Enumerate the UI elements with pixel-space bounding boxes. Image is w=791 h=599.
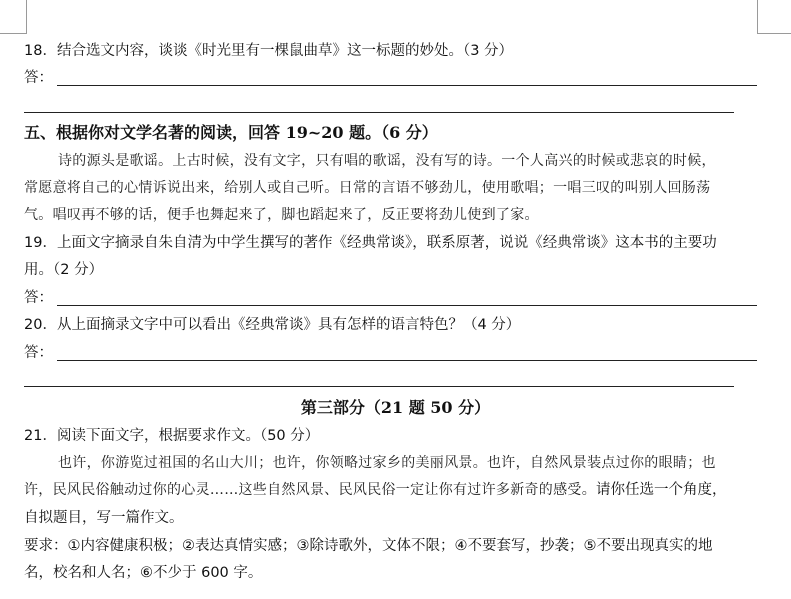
requirements-line-2: 名，校名和人名；⑥不少于 600 字。 bbox=[24, 565, 263, 581]
passage-line-2: 常愿意将自己的心情诉说出来，给别人或自己听。日常的言语不够劲儿，使用歌唱；一唱三叹的叫别人回肠荡 bbox=[24, 180, 711, 196]
essay-prompt-line-2-kai: 许，民风民俗触动过你的心灵……这些自然风景、民风民俗一定让你有过许多新奇的感受。 bbox=[24, 482, 596, 498]
question-18: 18．结合选文内容，谈谈《时光里有一棵鼠曲草》这一标题的妙处。（3 分） bbox=[24, 43, 514, 59]
answer-label-19: 答： bbox=[24, 290, 53, 306]
essay-prompt-line-2 bbox=[24, 480, 727, 500]
essay-prompt-line-2-rest: 请你任选一个角度， bbox=[596, 482, 727, 498]
answer-line-20-extra[interactable] bbox=[24, 386, 734, 387]
answer-line-18-extra[interactable] bbox=[24, 112, 734, 113]
essay-prompt-line-1: 也许，你游览过祖国的名山大川；也许，你领略过家乡的美丽风景。也许，自然风景装点过你的眼睛；也 bbox=[58, 455, 716, 471]
part-3-heading: 第三部分（21 题 50 分） bbox=[300, 398, 491, 417]
answer-label-18: 答： bbox=[24, 70, 53, 86]
answer-label-20: 答： bbox=[24, 345, 53, 361]
question-19-line-2: 用。（2 分） bbox=[24, 262, 104, 278]
passage-line-1: 诗的源头是歌谣。上古时候，没有文字，只有唱的歌谣，没有写的诗。一个人高兴的时候或悲哀的时候， bbox=[58, 153, 716, 169]
requirements-line-1: 要求：①内容健康积极；②表达真情实感；③除诗歌外，文体不限；④不要套写，抄袭；⑤不要出现真实的地 bbox=[24, 538, 713, 554]
question-19-line-1: 19．上面文字摘录自朱自清为中学生撰写的著作《经典常谈》，联系原著，说说《经典常谈》这本书的主要功 bbox=[24, 235, 717, 251]
section-5-heading: 五、根据你对文学名著的阅读，回答 19~20 题。（6 分） bbox=[24, 123, 438, 142]
answer-line-20[interactable] bbox=[57, 360, 757, 361]
question-20: 20．从上面摘录文字中可以看出《经典常谈》具有怎样的语言特色？（4 分） bbox=[24, 317, 521, 333]
answer-line-18[interactable] bbox=[57, 85, 757, 86]
answer-row-19 bbox=[24, 288, 53, 308]
page-corner-mark-left bbox=[0, 0, 27, 34]
essay-prompt-line-3: 自拟题目，写一篇作文。 bbox=[24, 510, 184, 526]
page-corner-mark-right bbox=[757, 0, 791, 34]
question-21: 21．阅读下面文字，根据要求作文。（50 分） bbox=[24, 428, 320, 444]
answer-row-20 bbox=[24, 343, 53, 363]
answer-row-18 bbox=[24, 68, 53, 88]
passage-line-3: 气。唱叹再不够的话，便手也舞起来了，脚也蹈起来了，反正要将劲儿使到了家。 bbox=[24, 207, 539, 223]
answer-line-19[interactable] bbox=[57, 305, 757, 306]
